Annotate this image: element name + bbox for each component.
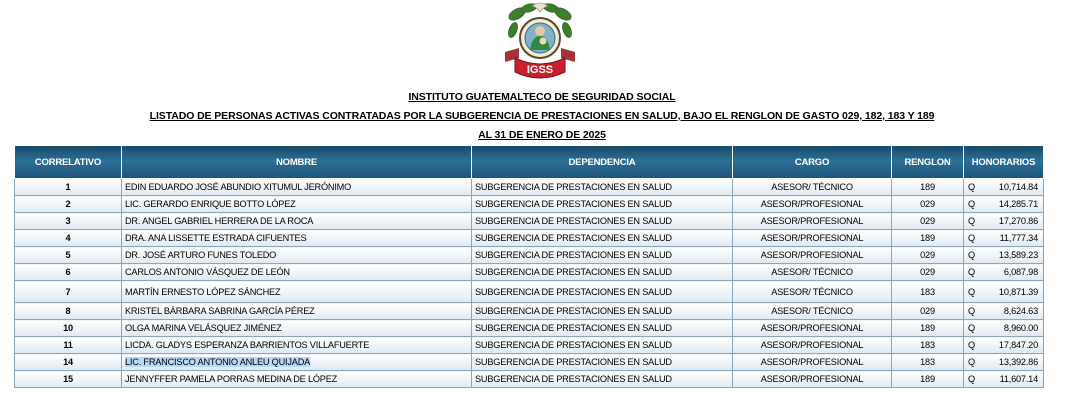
cell-currency: Q xyxy=(964,196,983,213)
cell-nombre: OLGA MARINA VELÁSQUEZ JIMÉNEZ xyxy=(122,320,472,337)
cell-correlativo: 5 xyxy=(15,247,122,264)
igss-logo xyxy=(499,0,581,84)
table-row xyxy=(15,264,1044,281)
cell-correlativo: 7 xyxy=(15,281,122,303)
logo-text: IGSS xyxy=(526,64,554,76)
cell-honorarios: 11,607.14 xyxy=(983,371,1044,388)
cell-dependencia: SUBGERENCIA DE PRESTACIONES EN SALUD xyxy=(472,213,733,230)
column-header-cargo: CARGO xyxy=(733,146,892,179)
cell-currency: Q xyxy=(964,354,983,371)
cell-renglon: 029 xyxy=(892,213,964,230)
cell-cargo: ASESOR/PROFESIONAL xyxy=(733,230,892,247)
cell-renglon: 029 xyxy=(892,196,964,213)
table-row xyxy=(15,337,1044,354)
cell-nombre: EDIN EDUARDO JOSÉ ABUNDIO XITUMUL JERÓNIMO xyxy=(122,179,472,196)
cell-honorarios: 10,871.39 xyxy=(983,281,1044,303)
cell-renglon: 183 xyxy=(892,337,964,354)
cell-renglon: 183 xyxy=(892,354,964,371)
cell-cargo: ASESOR/PROFESIONAL xyxy=(733,337,892,354)
cell-renglon: 029 xyxy=(892,303,964,320)
cell-dependencia: SUBGERENCIA DE PRESTACIONES EN SALUD xyxy=(472,179,733,196)
cell-renglon: 189 xyxy=(892,230,964,247)
cell-dependencia: SUBGERENCIA DE PRESTACIONES EN SALUD xyxy=(472,264,733,281)
cell-nombre: DRA. ANA LISSETTE ESTRADA CIFUENTES xyxy=(122,230,472,247)
cell-correlativo: 11 xyxy=(15,337,122,354)
cell-currency: Q xyxy=(964,230,983,247)
highlighted-name: LIC. FRANCISCO ANTONIO ANLEU QUIJADA xyxy=(125,357,311,367)
institution-title: INSTITUTO GUATEMALTECO DE SEGURIDAD SOCIAL xyxy=(408,91,676,103)
cell-dependencia: SUBGERENCIA DE PRESTACIONES EN SALUD xyxy=(472,337,733,354)
cell-dependencia: SUBGERENCIA DE PRESTACIONES EN SALUD xyxy=(472,320,733,337)
cell-dependencia: SUBGERENCIA DE PRESTACIONES EN SALUD xyxy=(472,196,733,213)
cell-nombre: DR. ANGEL GABRIEL HERRERA DE LA ROCA xyxy=(122,213,472,230)
cell-cargo: ASESOR/PROFESIONAL xyxy=(733,354,892,371)
cell-nombre: KRISTEL BÁRBARA SABRINA GARCÍA PÉREZ xyxy=(122,303,472,320)
table-row xyxy=(15,320,1044,337)
cell-honorarios: 14,285.71 xyxy=(983,196,1044,213)
cell-correlativo: 2 xyxy=(15,196,122,213)
cell-currency: Q xyxy=(964,371,983,388)
table-row xyxy=(15,247,1044,264)
cell-correlativo: 4 xyxy=(15,230,122,247)
cell-honorarios: 8,960.00 xyxy=(983,320,1044,337)
cell-currency: Q xyxy=(964,247,983,264)
table-row xyxy=(15,213,1044,230)
cell-nombre: MARTÍN ERNESTO LÓPEZ SÁNCHEZ xyxy=(122,281,472,303)
table-row xyxy=(15,179,1044,196)
table-header-row xyxy=(15,146,1044,179)
cell-nombre xyxy=(122,354,472,371)
column-header-renglon: RENGLON xyxy=(892,146,964,179)
cell-honorarios: 11,777.34 xyxy=(983,230,1044,247)
cell-cargo: ASESOR/PROFESIONAL xyxy=(733,247,892,264)
table-row xyxy=(15,303,1044,320)
table-row xyxy=(15,230,1044,247)
cell-dependencia: SUBGERENCIA DE PRESTACIONES EN SALUD xyxy=(472,354,733,371)
report-date: AL 31 DE ENERO DE 2025 xyxy=(478,129,606,141)
cell-honorarios: 8,624.63 xyxy=(983,303,1044,320)
cell-correlativo: 1 xyxy=(15,179,122,196)
cell-dependencia: SUBGERENCIA DE PRESTACIONES EN SALUD xyxy=(472,371,733,388)
cell-honorarios: 13,589.23 xyxy=(983,247,1044,264)
cell-cargo: ASESOR/ TÉCNICO xyxy=(733,303,892,320)
cell-cargo: ASESOR/PROFESIONAL xyxy=(733,371,892,388)
cell-cargo: ASESOR/ TÉCNICO xyxy=(733,179,892,196)
cell-correlativo: 14 xyxy=(15,354,122,371)
cell-cargo: ASESOR/PROFESIONAL xyxy=(733,196,892,213)
cell-currency: Q xyxy=(964,281,983,303)
table-row xyxy=(15,371,1044,388)
cell-honorarios: 10,714.84 xyxy=(983,179,1044,196)
cell-dependencia: SUBGERENCIA DE PRESTACIONES EN SALUD xyxy=(472,303,733,320)
cell-correlativo: 10 xyxy=(15,320,122,337)
cell-renglon: 189 xyxy=(892,371,964,388)
cell-currency: Q xyxy=(964,320,983,337)
table-row xyxy=(15,354,1044,371)
cell-currency: Q xyxy=(964,264,983,281)
column-header-nombre: NOMBRE xyxy=(122,146,472,179)
column-header-correlativo: CORRELATIVO xyxy=(15,146,122,179)
cell-dependencia: SUBGERENCIA DE PRESTACIONES EN SALUD xyxy=(472,281,733,303)
cell-honorarios: 6,087.98 xyxy=(983,264,1044,281)
cell-currency: Q xyxy=(964,179,983,196)
cell-nombre: JENNYFFER PAMELA PORRAS MEDINA DE LÓPEZ xyxy=(122,371,472,388)
cell-honorarios: 17,847.20 xyxy=(983,337,1044,354)
cell-correlativo: 3 xyxy=(15,213,122,230)
cell-cargo: ASESOR/ TÉCNICO xyxy=(733,281,892,303)
cell-correlativo: 8 xyxy=(15,303,122,320)
cell-correlativo: 6 xyxy=(15,264,122,281)
cell-cargo: ASESOR/PROFESIONAL xyxy=(733,320,892,337)
table-row xyxy=(15,281,1044,303)
cell-currency: Q xyxy=(964,337,983,354)
personnel-table xyxy=(14,145,1044,388)
cell-renglon: 189 xyxy=(892,179,964,196)
cell-correlativo: 15 xyxy=(15,371,122,388)
cell-currency: Q xyxy=(964,303,983,320)
cell-renglon: 029 xyxy=(892,247,964,264)
cell-renglon: 029 xyxy=(892,264,964,281)
cell-nombre: DR. JOSÉ ARTURO FUNES TOLEDO xyxy=(122,247,472,264)
cell-renglon: 183 xyxy=(892,281,964,303)
column-header-honorarios: HONORARIOS xyxy=(964,146,1044,179)
cell-nombre: LICDA. GLADYS ESPERANZA BARRIENTOS VILLAFUERTE xyxy=(122,337,472,354)
cell-nombre: LIC. GERARDO ENRIQUE BOTTO LÓPEZ xyxy=(122,196,472,213)
report-subtitle: LISTADO DE PERSONAS ACTIVAS CONTRATADAS POR LA SUBGERENCIA DE PRESTACIONES EN SALUD, BAJO EL RENGLON DE GASTO 029, 182, 183 Y 189 xyxy=(149,110,935,122)
cell-cargo: ASESOR/ TÉCNICO xyxy=(733,264,892,281)
cell-nombre: CARLOS ANTONIO VÁSQUEZ DE LEÓN xyxy=(122,264,472,281)
cell-dependencia: SUBGERENCIA DE PRESTACIONES EN SALUD xyxy=(472,247,733,264)
cell-honorarios: 13,392.86 xyxy=(983,354,1044,371)
cell-currency: Q xyxy=(964,213,983,230)
cell-cargo: ASESOR/PROFESIONAL xyxy=(733,213,892,230)
column-header-dependencia: DEPENDENCIA xyxy=(472,146,733,179)
cell-dependencia: SUBGERENCIA DE PRESTACIONES EN SALUD xyxy=(472,230,733,247)
table-row xyxy=(15,196,1044,213)
cell-renglon: 189 xyxy=(892,320,964,337)
cell-honorarios: 17,270.86 xyxy=(983,213,1044,230)
